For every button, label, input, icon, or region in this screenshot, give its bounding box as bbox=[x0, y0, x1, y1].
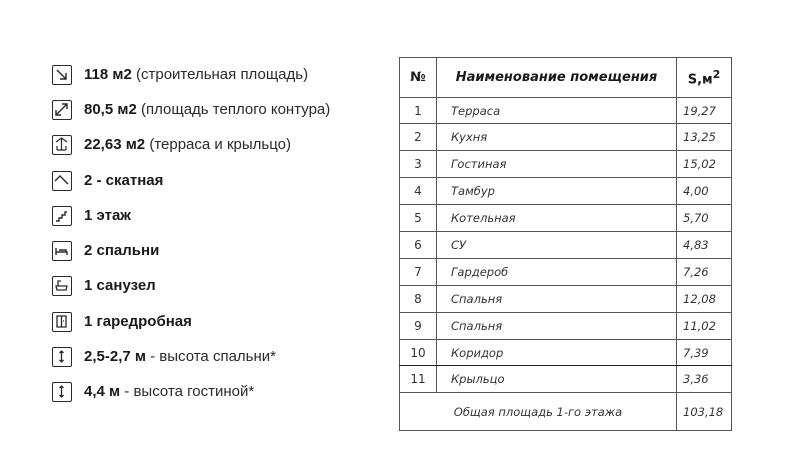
header-area bbox=[677, 58, 732, 98]
row-number: 4 bbox=[400, 178, 437, 205]
wardrobe-icon bbox=[52, 312, 72, 332]
spec-item bbox=[52, 198, 382, 233]
table-row bbox=[400, 97, 732, 124]
specs-list bbox=[52, 57, 382, 410]
spec-item bbox=[52, 233, 382, 268]
spec-value: 118 м2 bbox=[84, 65, 132, 83]
row-number: 6 bbox=[400, 232, 437, 259]
row-area: 4,00 bbox=[677, 178, 732, 205]
row-room-name: Крыльцо bbox=[437, 366, 677, 393]
row-number: 5 bbox=[400, 205, 437, 232]
height-icon bbox=[52, 382, 72, 402]
height-icon bbox=[52, 347, 72, 367]
row-room-name: Терраса bbox=[437, 97, 677, 124]
row-number: 7 bbox=[400, 258, 437, 285]
spec-item bbox=[52, 304, 382, 339]
terrace-icon bbox=[52, 135, 72, 155]
table-row bbox=[400, 339, 732, 366]
table-row bbox=[400, 205, 732, 232]
spec-description: - высота спальни* bbox=[145, 348, 276, 366]
spec-value: 80,5 м2 bbox=[84, 100, 137, 118]
row-room-name: Кухня bbox=[437, 124, 677, 151]
row-room-name: Тамбур bbox=[437, 178, 677, 205]
total-area: 103,18 bbox=[677, 393, 732, 431]
spec-value: 2 - скатная bbox=[84, 171, 164, 189]
warm-contour-area-icon bbox=[52, 100, 72, 120]
row-area: 12,08 bbox=[677, 285, 732, 312]
spec-item bbox=[52, 375, 382, 410]
spec-value: 2 спальни bbox=[84, 242, 160, 260]
spec-item bbox=[52, 92, 382, 127]
spec-description: (площадь теплого контура) bbox=[136, 100, 331, 118]
row-area: 7,39 bbox=[677, 339, 732, 366]
spec-item bbox=[52, 339, 382, 374]
row-room-name: Гостиная bbox=[437, 151, 677, 178]
footprint-area-icon bbox=[52, 65, 72, 85]
spec-value: 2,5-2,7 м bbox=[84, 348, 146, 366]
row-area: 11,02 bbox=[677, 312, 732, 339]
row-area: 7,26 bbox=[677, 258, 732, 285]
row-room-name: СУ bbox=[437, 232, 677, 259]
row-number: 8 bbox=[400, 285, 437, 312]
table-row bbox=[400, 151, 732, 178]
row-number: 11 bbox=[400, 366, 437, 393]
spec-item bbox=[52, 57, 382, 92]
row-number: 3 bbox=[400, 151, 437, 178]
total-label: Общая площадь 1-го этажа bbox=[400, 393, 677, 431]
row-number: 2 bbox=[400, 124, 437, 151]
table-header-row bbox=[400, 58, 732, 98]
spec-description: (терраса и крыльцо) bbox=[145, 136, 291, 154]
spec-value: 1 гаредробная bbox=[84, 312, 192, 330]
bathtub-icon bbox=[52, 276, 72, 296]
row-area: 3,36 bbox=[677, 366, 732, 393]
spec-description: (строительная площадь) bbox=[131, 65, 309, 83]
row-room-name: Гардероб bbox=[437, 258, 677, 285]
spec-value: 1 санузел bbox=[84, 277, 156, 295]
spec-description: - высота гостиной* bbox=[120, 383, 255, 401]
total-row bbox=[400, 393, 732, 431]
table-row bbox=[400, 258, 732, 285]
roof-icon bbox=[52, 171, 72, 191]
table-row bbox=[400, 312, 732, 339]
spec-item bbox=[52, 163, 382, 198]
spec-value: 4,4 м bbox=[84, 383, 121, 401]
spec-value: 1 этаж bbox=[84, 206, 131, 224]
row-area: 19,27 bbox=[677, 97, 732, 124]
row-number: 10 bbox=[400, 339, 437, 366]
row-area: 4,83 bbox=[677, 232, 732, 259]
row-area: 15,02 bbox=[677, 151, 732, 178]
header-area-superscript: 2 bbox=[712, 67, 721, 81]
stairs-icon bbox=[52, 206, 72, 226]
table-row bbox=[400, 285, 732, 312]
row-room-name: Котельная bbox=[437, 205, 677, 232]
row-area: 13,25 bbox=[677, 124, 732, 151]
row-number: 9 bbox=[400, 312, 437, 339]
row-room-name: Коридор bbox=[437, 339, 677, 366]
spec-item bbox=[52, 128, 382, 163]
rooms-table bbox=[399, 57, 732, 431]
table-row bbox=[400, 232, 732, 259]
spec-value: 22,63 м2 bbox=[84, 136, 146, 154]
table-row bbox=[400, 366, 732, 393]
header-room-name: Наименование помещения bbox=[437, 58, 677, 98]
row-room-name: Спальня bbox=[437, 312, 677, 339]
header-number: № bbox=[400, 58, 437, 98]
row-area: 5,70 bbox=[677, 205, 732, 232]
header-area-label: S,м bbox=[687, 71, 713, 87]
table-row bbox=[400, 124, 732, 151]
bed-icon bbox=[52, 241, 72, 261]
row-number: 1 bbox=[400, 97, 437, 124]
spec-item bbox=[52, 269, 382, 304]
table-row bbox=[400, 178, 732, 205]
row-room-name: Спальня bbox=[437, 285, 677, 312]
